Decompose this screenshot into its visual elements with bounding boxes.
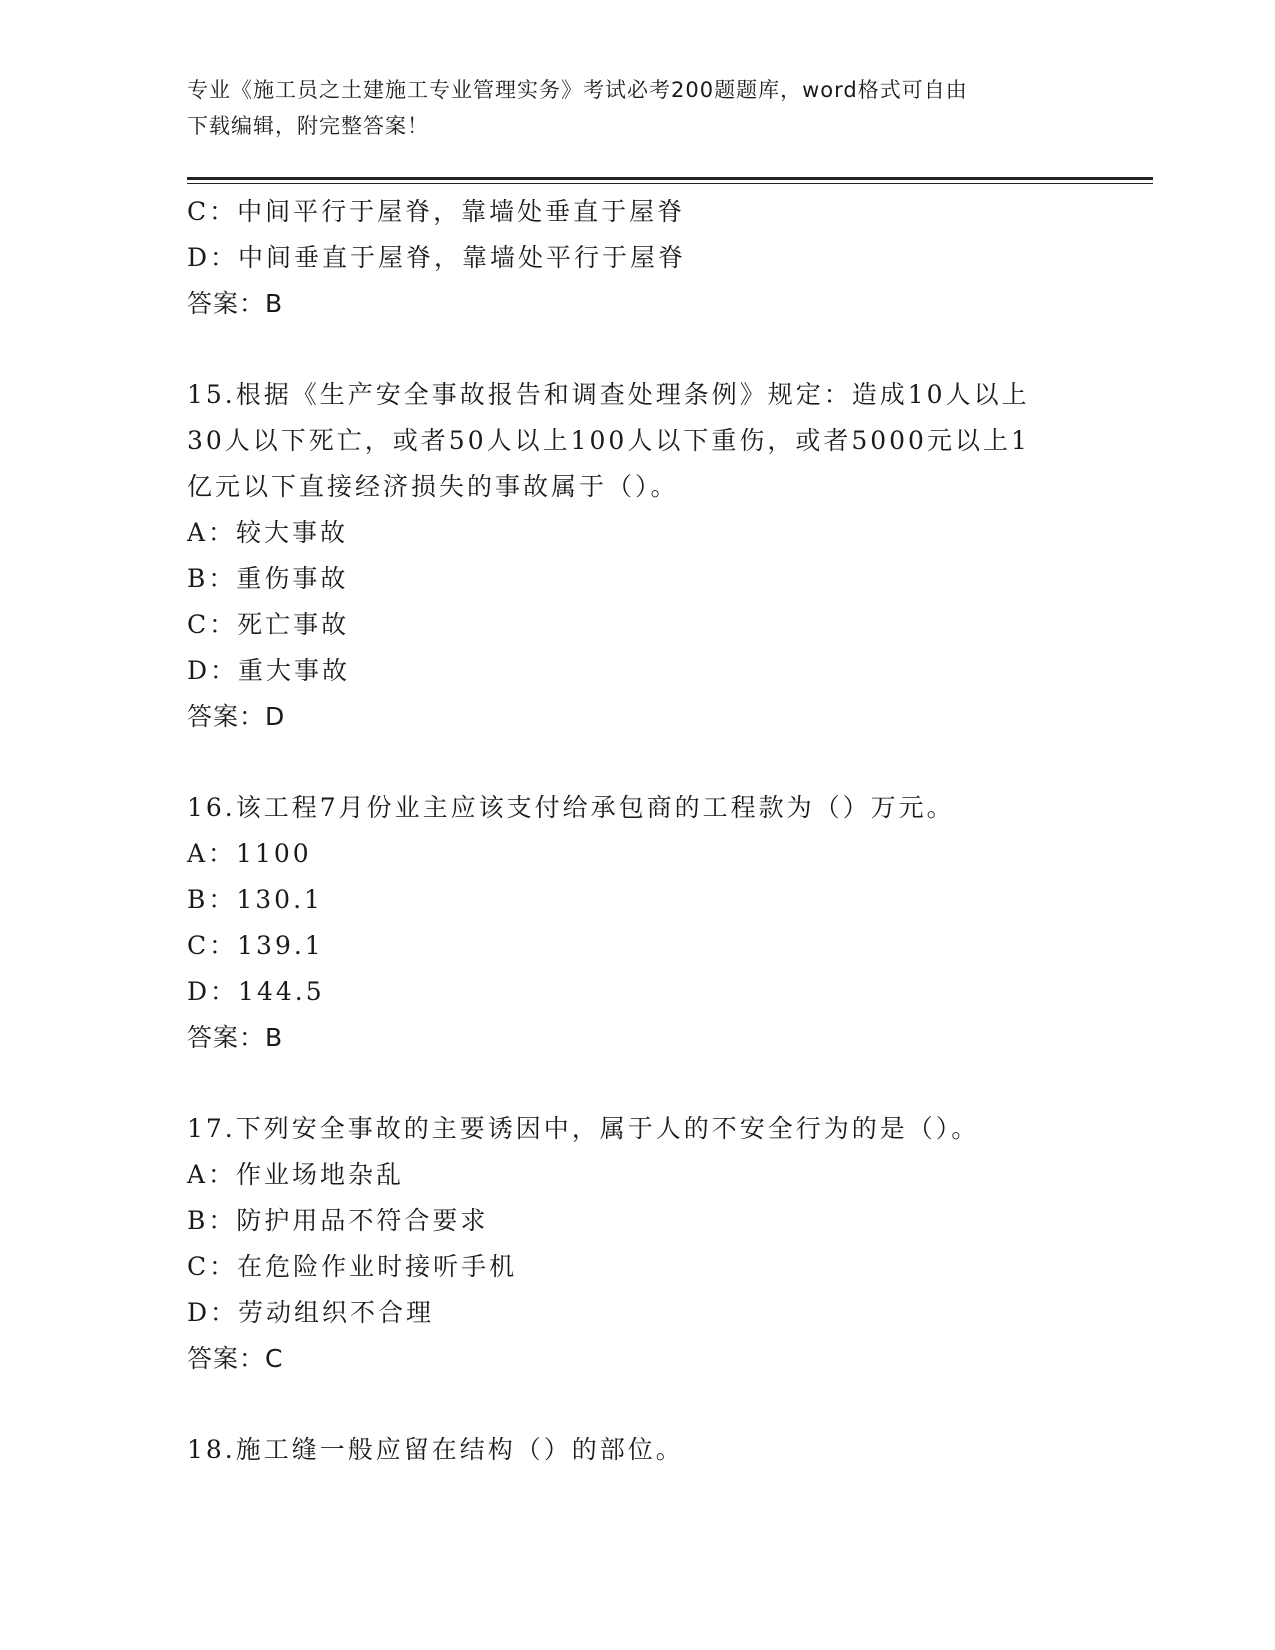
header-line-1: 专业《施工员之土建施工专业管理实务》考试必考200题题库，word格式可自由: [187, 78, 968, 102]
question-17: [187, 1106, 1087, 1382]
option-c: C：139.1: [187, 931, 324, 960]
option-c: C：在危险作业时接听手机: [187, 1252, 518, 1281]
header-line-2: 下载编辑，附完整答案！: [187, 114, 429, 138]
question-text-line: 30人以下死亡，或者50人以上100人以下重伤，或者5000元以上1: [187, 426, 1030, 455]
question-text-line: 15.根据《生产安全事故报告和调查处理条例》规定：造成10人以上: [187, 380, 1030, 409]
option-d: D：中间垂直于屋脊，靠墙处平行于屋脊: [187, 243, 687, 272]
option-b: B：防护用品不符合要求: [187, 1206, 489, 1235]
question-text-line: 18.施工缝一般应留在结构（）的部位。: [187, 1435, 684, 1464]
answer: 答案：B: [187, 289, 284, 318]
question-16: [187, 785, 1087, 1061]
spacer: [187, 327, 1087, 372]
question-text-line: 16.该工程7月份业主应该支付给承包商的工程款为（）万元。: [187, 793, 955, 822]
spacer: [187, 740, 1087, 785]
header-divider-thin: [187, 183, 1153, 184]
question-text-line: 17.下列安全事故的主要诱因中，属于人的不安全行为的是（）。: [187, 1114, 980, 1143]
question-18: [187, 1427, 1087, 1473]
question-14-continued: [187, 189, 1087, 327]
header-divider-thick: [187, 177, 1153, 180]
answer: 答案：D: [187, 702, 286, 731]
question-text-line: 亿元以下直接经济损失的事故属于（）。: [187, 472, 679, 501]
option-d: D：劳动组织不合理: [187, 1298, 435, 1327]
option-d: D：144.5: [187, 977, 325, 1006]
spacer: [187, 1382, 1087, 1427]
spacer: [187, 1061, 1087, 1106]
option-b: B：130.1: [187, 885, 323, 914]
option-a: A：较大事故: [187, 518, 349, 547]
option-d: D：重大事故: [187, 656, 351, 685]
option-a: A：1100: [187, 839, 312, 868]
document-header: [187, 72, 1087, 144]
question-list: [187, 189, 1087, 1473]
answer: 答案：C: [187, 1344, 284, 1373]
question-15: [187, 372, 1087, 740]
answer: 答案：B: [187, 1023, 284, 1052]
option-a: A：作业场地杂乱: [187, 1160, 405, 1189]
option-b: B：重伤事故: [187, 564, 349, 593]
option-c: C：中间平行于屋脊，靠墙处垂直于屋脊: [187, 197, 686, 226]
option-c: C：死亡事故: [187, 610, 350, 639]
